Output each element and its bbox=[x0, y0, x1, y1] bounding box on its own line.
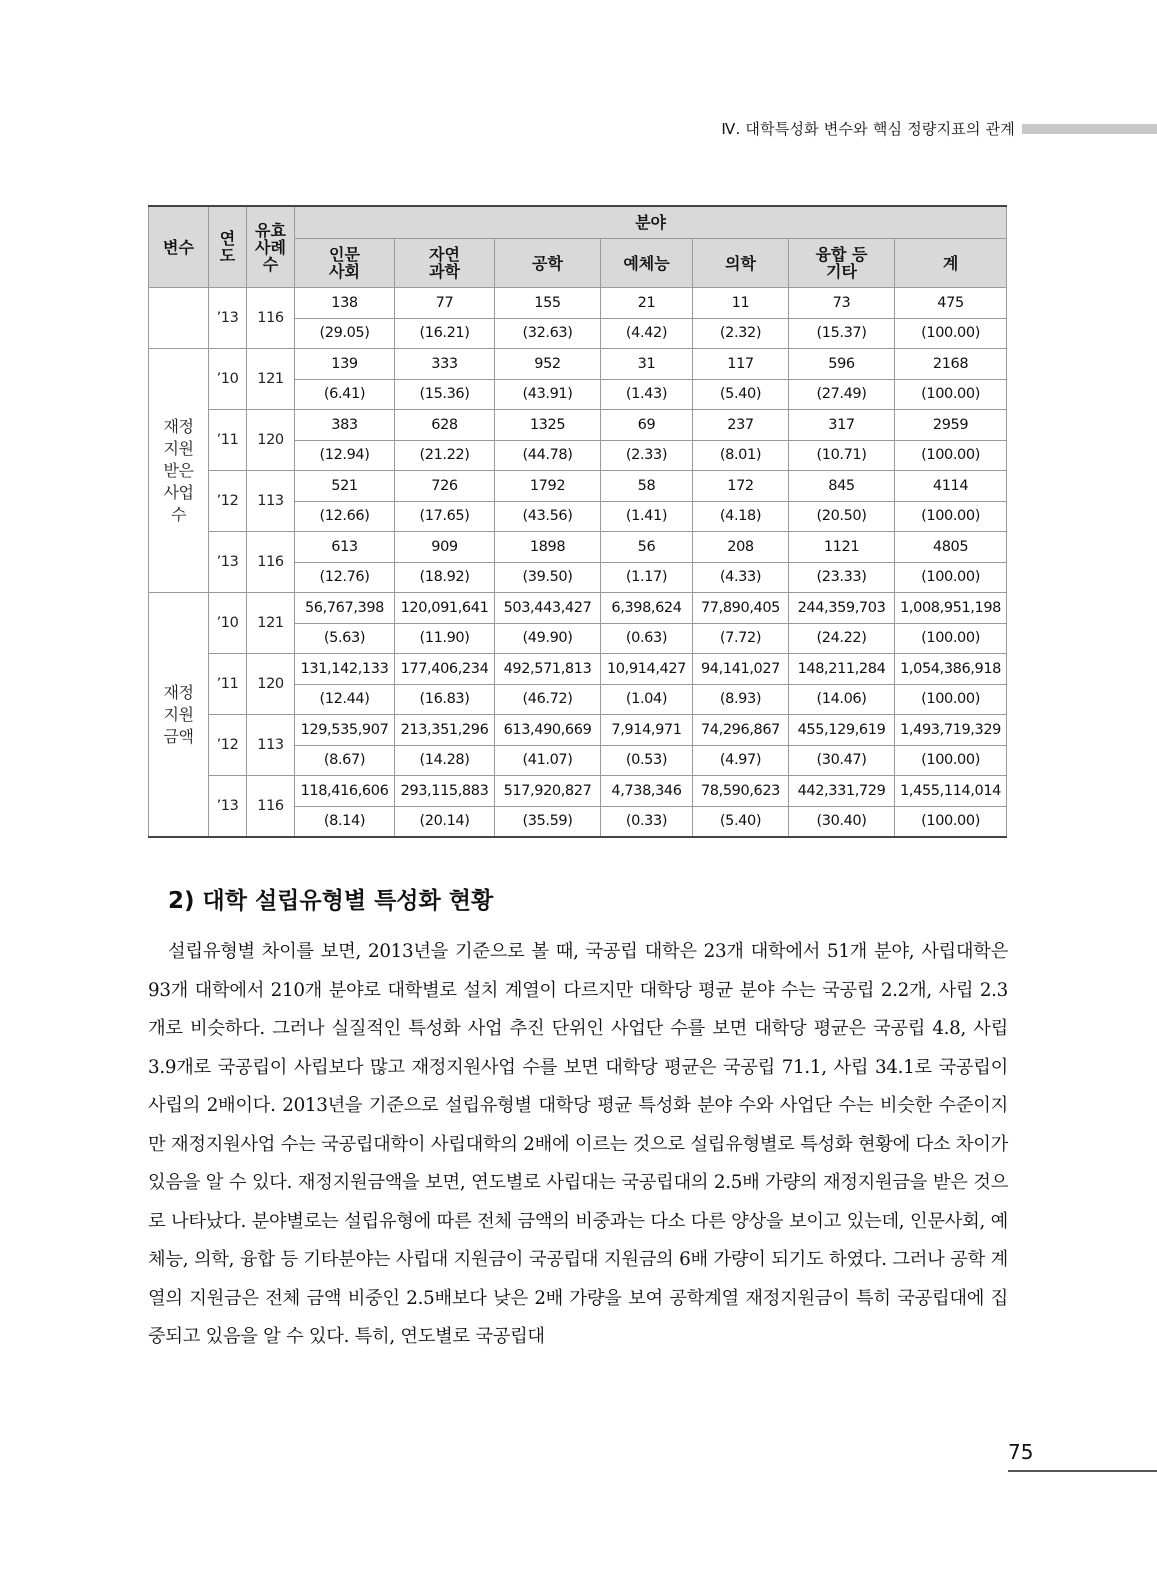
value-cell: 726 bbox=[395, 471, 495, 502]
value-cell: 177,406,234 bbox=[395, 654, 495, 685]
value-cell: 455,129,619 bbox=[789, 715, 895, 746]
table-row bbox=[149, 410, 1007, 441]
page-number: 75 bbox=[1008, 1440, 1034, 1464]
value-cell: 244,359,703 bbox=[789, 593, 895, 624]
percent-cell: (1.41) bbox=[601, 501, 693, 532]
percent-cell: (16.21) bbox=[395, 318, 495, 349]
cases-cell: 121 bbox=[247, 593, 295, 654]
value-cell: 31 bbox=[601, 349, 693, 380]
percent-cell: (23.33) bbox=[789, 562, 895, 593]
value-cell: 77,890,405 bbox=[693, 593, 789, 624]
header-variable: 변수 bbox=[149, 206, 209, 288]
table-row bbox=[149, 349, 1007, 380]
percent-cell: (4.18) bbox=[693, 501, 789, 532]
value-cell: 131,142,133 bbox=[295, 654, 395, 685]
percent-cell: (100.00) bbox=[895, 623, 1007, 654]
cases-cell: 116 bbox=[247, 776, 295, 838]
value-cell: 1121 bbox=[789, 532, 895, 563]
table-row bbox=[149, 471, 1007, 502]
year-cell: ’12 bbox=[209, 471, 247, 532]
value-cell: 1,008,951,198 bbox=[895, 593, 1007, 624]
value-cell: 517,920,827 bbox=[495, 776, 601, 807]
percent-cell: (8.93) bbox=[693, 684, 789, 715]
value-cell: 21 bbox=[601, 288, 693, 319]
percent-cell: (15.36) bbox=[395, 379, 495, 410]
table-row bbox=[149, 532, 1007, 563]
header-field: 공학 bbox=[495, 239, 601, 288]
value-cell: 58 bbox=[601, 471, 693, 502]
percent-cell: (6.41) bbox=[295, 379, 395, 410]
percent-cell: (43.91) bbox=[495, 379, 601, 410]
value-cell: 7,914,971 bbox=[601, 715, 693, 746]
header-field-group: 분야 bbox=[295, 206, 1007, 239]
value-cell: 11 bbox=[693, 288, 789, 319]
year-cell: ’10 bbox=[209, 349, 247, 410]
percent-cell: (5.40) bbox=[693, 379, 789, 410]
percent-cell: (8.14) bbox=[295, 806, 395, 837]
value-cell: 2959 bbox=[895, 410, 1007, 441]
year-cell: ’11 bbox=[209, 410, 247, 471]
percent-cell: (46.72) bbox=[495, 684, 601, 715]
cases-cell: 116 bbox=[247, 288, 295, 349]
percent-cell: (30.47) bbox=[789, 745, 895, 776]
header-field: 인문 사회 bbox=[295, 239, 395, 288]
percent-cell: (7.72) bbox=[693, 623, 789, 654]
value-cell: 1325 bbox=[495, 410, 601, 441]
percent-cell: (100.00) bbox=[895, 318, 1007, 349]
year-cell: ’10 bbox=[209, 593, 247, 654]
percent-cell: (39.50) bbox=[495, 562, 601, 593]
percent-cell: (100.00) bbox=[895, 806, 1007, 837]
percent-cell: (100.00) bbox=[895, 440, 1007, 471]
value-cell: 155 bbox=[495, 288, 601, 319]
value-cell: 129,535,907 bbox=[295, 715, 395, 746]
value-cell: 69 bbox=[601, 410, 693, 441]
percent-cell: (2.33) bbox=[601, 440, 693, 471]
year-cell: ’13 bbox=[209, 532, 247, 593]
percent-cell: (2.32) bbox=[693, 318, 789, 349]
variable-label: 재정 지원 금액 bbox=[149, 593, 209, 838]
percent-cell: (100.00) bbox=[895, 684, 1007, 715]
value-cell: 475 bbox=[895, 288, 1007, 319]
value-cell: 56 bbox=[601, 532, 693, 563]
value-cell: 845 bbox=[789, 471, 895, 502]
percent-cell: (24.22) bbox=[789, 623, 895, 654]
percent-cell: (0.53) bbox=[601, 745, 693, 776]
value-cell: 628 bbox=[395, 410, 495, 441]
percent-cell: (4.97) bbox=[693, 745, 789, 776]
value-cell: 442,331,729 bbox=[789, 776, 895, 807]
value-cell: 73 bbox=[789, 288, 895, 319]
percent-cell: (4.42) bbox=[601, 318, 693, 349]
value-cell: 613,490,669 bbox=[495, 715, 601, 746]
header-year: 연 도 bbox=[209, 206, 247, 288]
value-cell: 77 bbox=[395, 288, 495, 319]
value-cell: 1,054,386,918 bbox=[895, 654, 1007, 685]
percent-cell: (16.83) bbox=[395, 684, 495, 715]
percent-cell: (29.05) bbox=[295, 318, 395, 349]
percent-cell: (12.76) bbox=[295, 562, 395, 593]
year-cell: ’13 bbox=[209, 776, 247, 838]
percent-cell: (20.50) bbox=[789, 501, 895, 532]
value-cell: 118,416,606 bbox=[295, 776, 395, 807]
percent-cell: (12.66) bbox=[295, 501, 395, 532]
variable-label: 재정 지원 받은 사업 수 bbox=[149, 349, 209, 593]
percent-cell: (21.22) bbox=[395, 440, 495, 471]
percent-cell: (41.07) bbox=[495, 745, 601, 776]
percent-cell: (14.28) bbox=[395, 745, 495, 776]
value-cell: 2168 bbox=[895, 349, 1007, 380]
value-cell: 4805 bbox=[895, 532, 1007, 563]
percent-cell: (44.78) bbox=[495, 440, 601, 471]
percent-cell: (100.00) bbox=[895, 562, 1007, 593]
percent-cell: (15.37) bbox=[789, 318, 895, 349]
value-cell: 237 bbox=[693, 410, 789, 441]
percent-cell: (17.65) bbox=[395, 501, 495, 532]
cases-cell: 113 bbox=[247, 715, 295, 776]
percent-cell: (12.94) bbox=[295, 440, 395, 471]
header-field: 예체능 bbox=[601, 239, 693, 288]
percent-cell: (11.90) bbox=[395, 623, 495, 654]
value-cell: 1,493,719,329 bbox=[895, 715, 1007, 746]
value-cell: 4114 bbox=[895, 471, 1007, 502]
percent-cell: (5.40) bbox=[693, 806, 789, 837]
value-cell: 613 bbox=[295, 532, 395, 563]
header-field: 의학 bbox=[693, 239, 789, 288]
year-cell: ’11 bbox=[209, 654, 247, 715]
percent-cell: (8.01) bbox=[693, 440, 789, 471]
percent-cell: (0.63) bbox=[601, 623, 693, 654]
percent-cell: (100.00) bbox=[895, 745, 1007, 776]
percent-cell: (10.71) bbox=[789, 440, 895, 471]
table-row bbox=[149, 288, 1007, 319]
percent-cell: (100.00) bbox=[895, 379, 1007, 410]
value-cell: 521 bbox=[295, 471, 395, 502]
body-text bbox=[148, 933, 1008, 1357]
value-cell: 120,091,641 bbox=[395, 593, 495, 624]
value-cell: 4,738,346 bbox=[601, 776, 693, 807]
header-field: 융합 등 기타 bbox=[789, 239, 895, 288]
percent-cell: (4.33) bbox=[693, 562, 789, 593]
value-cell: 56,767,398 bbox=[295, 593, 395, 624]
year-cell: ’13 bbox=[209, 288, 247, 349]
running-header-title: Ⅳ. 대학특성화 변수와 핵심 정량지표의 관계 bbox=[721, 120, 1015, 138]
percent-cell: (43.56) bbox=[495, 501, 601, 532]
value-cell: 952 bbox=[495, 349, 601, 380]
value-cell: 10,914,427 bbox=[601, 654, 693, 685]
table-row bbox=[149, 715, 1007, 746]
value-cell: 117 bbox=[693, 349, 789, 380]
percent-cell: (35.59) bbox=[495, 806, 601, 837]
year-cell: ’12 bbox=[209, 715, 247, 776]
value-cell: 333 bbox=[395, 349, 495, 380]
percent-cell: (8.67) bbox=[295, 745, 395, 776]
header-valid-cases: 유효 사례 수 bbox=[247, 206, 295, 288]
value-cell: 909 bbox=[395, 532, 495, 563]
header-field: 자연 과학 bbox=[395, 239, 495, 288]
percent-cell: (1.17) bbox=[601, 562, 693, 593]
percent-cell: (18.92) bbox=[395, 562, 495, 593]
percent-cell: (12.44) bbox=[295, 684, 395, 715]
percent-cell: (100.00) bbox=[895, 501, 1007, 532]
table-row bbox=[149, 593, 1007, 624]
value-cell: 503,443,427 bbox=[495, 593, 601, 624]
value-cell: 492,571,813 bbox=[495, 654, 601, 685]
table-row bbox=[149, 654, 1007, 685]
cases-cell: 121 bbox=[247, 349, 295, 410]
percent-cell: (0.33) bbox=[601, 806, 693, 837]
value-cell: 293,115,883 bbox=[395, 776, 495, 807]
cases-cell: 120 bbox=[247, 410, 295, 471]
value-cell: 139 bbox=[295, 349, 395, 380]
value-cell: 383 bbox=[295, 410, 395, 441]
percent-cell: (20.14) bbox=[395, 806, 495, 837]
percent-cell: (1.43) bbox=[601, 379, 693, 410]
data-table bbox=[148, 205, 1007, 838]
cases-cell: 116 bbox=[247, 532, 295, 593]
percent-cell: (1.04) bbox=[601, 684, 693, 715]
percent-cell: (30.40) bbox=[789, 806, 895, 837]
header-decorative-bar bbox=[1022, 124, 1157, 134]
value-cell: 94,141,027 bbox=[693, 654, 789, 685]
body-paragraph: 설립유형별 차이를 보면, 2013년을 기준으로 볼 때, 국공립 대학은 23개 대학에서 51개 분야, 사립대학은 93개 대학에서 210개 분야로 대학별로 설치 계열이 다르지만 대학당 평균 분야 수는 국공립 2.2개, 사립 2.3개로 비슷하다. 그러나 실질적인 특성화 사업 추진 단위인 사업단 수를 보면 대학당 평균은 국공립 4.8, 사립 3.9개로 국공립이 사립보다 많고 재정지원사업 수를 보면 대학당 평균은 국공립 71.1, 사립 34.1로 국공립이 사립의 2배이다. 2013년을 기준으로 설립유형별 대학당 평균 특성화 분야 수와 사업단 수는 비슷한 수준이지만 재정지원사업 수는 국공립대학이 사립대학의 2배에 이르는 것으로 설립유형별로 특성화 현황에 다소 차이가 있음을 알 수 있다. 재정지원금액을 보면, 연도별로 사립대는 국공립대의 2.5배 가량의 재정지원금을 받은 것으로 나타났다. 분야별로는 설립유형에 따른 전체 금액의 비중과는 다소 다른 양상을 보이고 있는데, 인문사회, 예체능, 의학, 융합 등 기타분야는 사립대 지원금이 국공립대 지원금의 6배 가량이 되기도 하였다. 그러나 공학 계열의 지원금은 전체 금액 비중인 2.5배보다 낮은 2배 가량을 보여 공학계열 재정지원금이 특히 국공립대에 집중되고 있음을 알 수 있다. 특히, 연도별로 국공립대 bbox=[148, 941, 1008, 1347]
cases-cell: 120 bbox=[247, 654, 295, 715]
value-cell: 317 bbox=[789, 410, 895, 441]
footer-rule bbox=[1008, 1470, 1157, 1472]
cases-cell: 113 bbox=[247, 471, 295, 532]
percent-cell: (32.63) bbox=[495, 318, 601, 349]
percent-cell: (27.49) bbox=[789, 379, 895, 410]
value-cell: 1,455,114,014 bbox=[895, 776, 1007, 807]
value-cell: 1898 bbox=[495, 532, 601, 563]
percent-cell: (5.63) bbox=[295, 623, 395, 654]
value-cell: 78,590,623 bbox=[693, 776, 789, 807]
table-row bbox=[149, 776, 1007, 807]
value-cell: 1792 bbox=[495, 471, 601, 502]
value-cell: 74,296,867 bbox=[693, 715, 789, 746]
value-cell: 6,398,624 bbox=[601, 593, 693, 624]
header-field: 계 bbox=[895, 239, 1007, 288]
value-cell: 596 bbox=[789, 349, 895, 380]
percent-cell: (49.90) bbox=[495, 623, 601, 654]
percent-cell: (14.06) bbox=[789, 684, 895, 715]
value-cell: 172 bbox=[693, 471, 789, 502]
section-title: 2) 대학 설립유형별 특성화 현황 bbox=[168, 888, 494, 914]
value-cell: 148,211,284 bbox=[789, 654, 895, 685]
value-cell: 138 bbox=[295, 288, 395, 319]
variable-label bbox=[149, 288, 209, 349]
value-cell: 208 bbox=[693, 532, 789, 563]
value-cell: 213,351,296 bbox=[395, 715, 495, 746]
